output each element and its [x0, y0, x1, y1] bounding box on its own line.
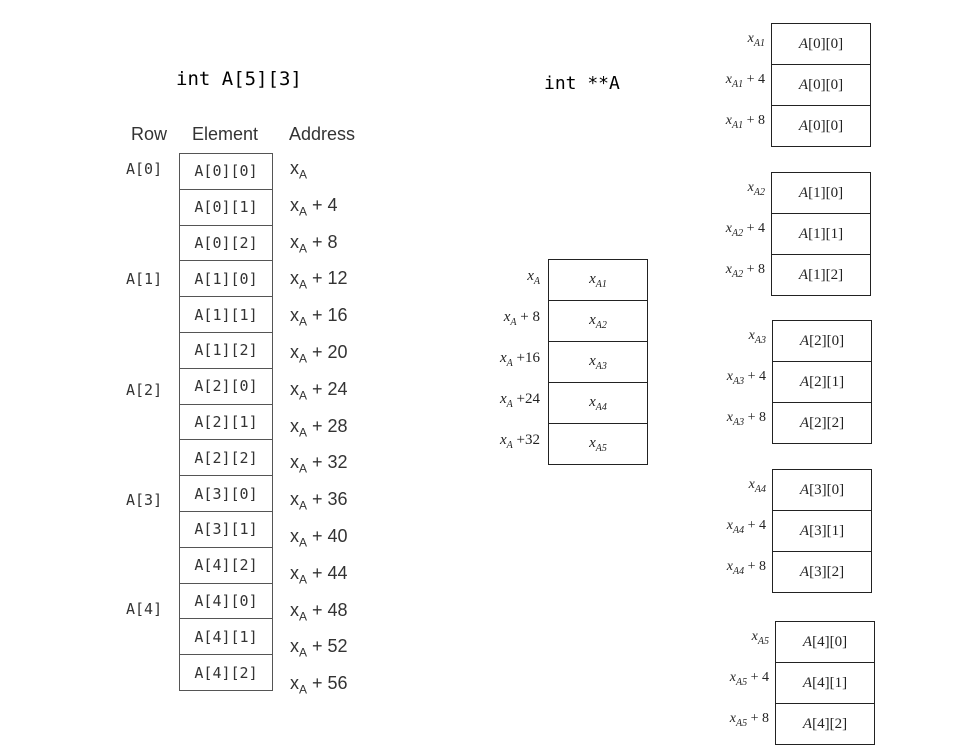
row-block-address-label: [709, 711, 769, 729]
address-base: x: [729, 711, 736, 726]
row-block-cell: [771, 64, 871, 105]
address-expression: [500, 391, 540, 410]
element-header: Element: [192, 124, 259, 144]
address-subscript: A: [533, 276, 540, 287]
element-cell: A[4][2]: [179, 547, 273, 583]
address-subscript: A: [506, 440, 513, 451]
address-base: x: [725, 262, 732, 277]
row-block-address-label: [706, 410, 766, 428]
address-base: x: [290, 415, 299, 436]
address-label: [290, 305, 348, 329]
address-subscript: A: [299, 461, 308, 476]
cell-array-name: A: [799, 481, 810, 498]
address-expression: [290, 268, 348, 292]
row-block-cell: [775, 621, 875, 662]
address-header: Address: [289, 124, 356, 144]
row-block-address-label: [709, 670, 769, 688]
row-block-cell: [771, 105, 871, 147]
address-subscript: A4: [732, 524, 745, 536]
address-expression: [290, 673, 348, 697]
address-expression: [726, 410, 766, 428]
address-base: x: [503, 309, 511, 325]
cell-index: [1][0]: [808, 184, 844, 201]
element-cell: A[2][0]: [179, 368, 273, 404]
address-subscript: A: [299, 645, 308, 660]
pointer-cell: [548, 259, 648, 300]
row-block: [775, 621, 875, 745]
address-base: x: [500, 391, 507, 407]
address-offset: + 8: [516, 309, 540, 325]
address-subscript: A2: [731, 227, 744, 239]
element-cell: A[0][1]: [179, 189, 273, 225]
address-label: [290, 489, 348, 513]
address-base: x: [726, 369, 733, 384]
address-base: x: [290, 305, 299, 326]
address-expression: [729, 670, 769, 688]
row-block-address-label: [706, 369, 766, 387]
row-block-cell: [775, 662, 875, 703]
address-base: x: [290, 342, 299, 362]
cell-index: [1][1]: [808, 225, 844, 242]
address-subscript: A1: [753, 37, 765, 49]
address-subscript: A5: [735, 717, 748, 729]
address-subscript: A: [299, 314, 308, 329]
cell-index: [0][0]: [808, 76, 844, 93]
address-subscript: A1: [731, 78, 744, 90]
row-block: [771, 172, 871, 296]
address-subscript: A1: [731, 119, 744, 131]
address-expression: [290, 452, 348, 476]
cell-index: [4][2]: [812, 715, 848, 732]
address-offset: + 48: [307, 599, 348, 620]
row-header: Row: [131, 124, 168, 144]
address-subscript: A4: [732, 565, 745, 577]
address-offset: + 16: [307, 305, 348, 326]
address-subscript: A4: [595, 401, 607, 413]
address-expression: [589, 312, 607, 331]
address-subscript: A: [299, 351, 308, 366]
address-expression: [725, 262, 765, 280]
pointer-table: [548, 259, 648, 465]
address-label: [290, 673, 348, 697]
cell-index: [2][2]: [809, 414, 845, 431]
row-label: A[2]: [126, 380, 163, 399]
cell-array-name: A: [798, 76, 809, 93]
row-block-address-label: [706, 328, 766, 346]
address-label: [290, 379, 348, 403]
address-base: x: [290, 378, 299, 399]
address-base: x: [726, 410, 733, 425]
cell-index: [1][2]: [808, 266, 844, 283]
address-offset: +32: [512, 432, 540, 448]
address-base: x: [290, 268, 299, 289]
row-block-cell: [772, 361, 872, 402]
cell-array-name: A: [798, 117, 809, 134]
address-subscript: A: [299, 609, 308, 624]
address-offset: + 8: [743, 262, 765, 277]
address-offset: + 20: [307, 342, 348, 362]
address-base: x: [290, 562, 299, 583]
row-block-cell: [771, 23, 871, 64]
address-offset: + 8: [744, 559, 766, 574]
address-expression: [290, 305, 348, 329]
cell-array-name: A: [799, 414, 810, 431]
address-expression: [748, 328, 766, 346]
cell-array-name: A: [802, 633, 813, 650]
row-block-cell: [772, 510, 872, 551]
element-cell: A[4][0]: [179, 583, 273, 619]
cell-index: [3][1]: [809, 522, 845, 539]
cell-array-name: A: [799, 563, 810, 580]
address-subscript: A3: [754, 334, 766, 346]
left-element-table: [179, 153, 273, 691]
row-label: A[1]: [126, 270, 163, 289]
cell-array-name: A: [802, 674, 813, 691]
address-expression: [726, 559, 766, 577]
element-cell: A[1][0]: [179, 260, 273, 296]
row-block-cell: [775, 703, 875, 745]
address-offset: + 28: [307, 415, 348, 436]
element-cell: A[2][1]: [179, 404, 273, 440]
pointer-address-label: [450, 350, 540, 369]
address-offset: + 36: [307, 489, 348, 510]
address-offset: + 52: [307, 636, 348, 657]
row-block-cell: [772, 469, 872, 510]
address-subscript: A4: [754, 483, 766, 495]
row-label: A[0]: [126, 160, 163, 178]
cell-array-name: A: [798, 35, 809, 52]
address-base: x: [290, 673, 299, 694]
address-base: x: [290, 526, 299, 546]
address-expression: [290, 526, 348, 550]
cell-array-name: A: [799, 522, 810, 539]
element-cell: A[1][2]: [179, 332, 273, 368]
address-base: x: [589, 352, 596, 369]
address-subscript: A: [299, 535, 308, 550]
address-subscript: A: [510, 317, 517, 328]
cell-index: [0][0]: [808, 35, 844, 52]
address-subscript: A: [299, 572, 308, 587]
address-base: x: [747, 180, 754, 195]
cell-array-name: A: [798, 225, 809, 242]
address-subscript: A: [299, 241, 308, 256]
address-base: x: [726, 559, 733, 574]
address-offset: + 8: [744, 410, 766, 425]
address-expression: [589, 435, 607, 454]
address-base: x: [589, 393, 596, 410]
cell-array-name: A: [798, 184, 809, 201]
address-base: x: [589, 434, 596, 451]
element-cell: A[1][1]: [179, 296, 273, 332]
address-base: x: [589, 311, 596, 328]
address-base: x: [729, 670, 736, 685]
address-subscript: A3: [595, 360, 607, 372]
address-subscript: A: [299, 682, 308, 697]
address-base: x: [290, 452, 299, 473]
address-expression: [589, 394, 607, 413]
address-expression: [290, 599, 348, 624]
address-label: [290, 636, 348, 660]
middle-title: int **A: [544, 73, 620, 94]
address-expression: [290, 342, 348, 366]
address-base: x: [290, 194, 299, 215]
address-offset: + 4: [744, 369, 766, 384]
row-label: A[4]: [126, 600, 163, 619]
address-offset: + 8: [743, 113, 765, 128]
address-expression: [747, 31, 765, 49]
address-expression: [503, 309, 540, 328]
address-offset: + 24: [307, 378, 348, 399]
row-block-cell: [771, 172, 871, 213]
address-label: [290, 416, 348, 440]
address-label: [290, 526, 348, 550]
address-subscript: A: [506, 399, 513, 410]
address-label: [290, 342, 348, 366]
address-base: x: [725, 221, 732, 236]
address-base: x: [751, 629, 758, 644]
address-base: x: [726, 518, 733, 533]
address-subscript: A: [299, 277, 308, 292]
row-block-cell: [772, 320, 872, 361]
address-offset: + 4: [744, 518, 766, 533]
address-offset: + 4: [743, 72, 765, 87]
element-cell: A[4][2]: [179, 654, 273, 691]
address-expression: [290, 636, 348, 660]
row-block-address-label: [709, 629, 769, 647]
address-expression: [726, 369, 766, 387]
address-expression: [290, 194, 338, 219]
cell-index: [3][0]: [809, 481, 845, 498]
address-expression: [290, 562, 348, 587]
row-block-address-label: [706, 477, 766, 495]
element-cell: A[4][1]: [179, 618, 273, 654]
address-offset: + 8: [747, 711, 769, 726]
address-base: x: [748, 328, 755, 343]
address-expression: [290, 158, 308, 182]
row-block-address-label: [705, 113, 765, 131]
address-subscript: A: [299, 388, 308, 403]
address-label: [290, 232, 338, 256]
address-offset: + 32: [307, 452, 348, 473]
address-expression: [290, 415, 348, 440]
address-subscript: A3: [732, 375, 745, 387]
cell-array-name: A: [798, 266, 809, 283]
address-subscript: A2: [753, 186, 765, 198]
address-base: x: [747, 31, 754, 46]
row-block: [772, 320, 872, 444]
cell-index: [4][1]: [812, 674, 848, 691]
address-label: [290, 600, 348, 624]
address-expression: [589, 353, 607, 372]
address-expression: [747, 180, 765, 198]
address-base: x: [290, 489, 299, 510]
address-subscript: A1: [595, 278, 607, 290]
address-label: [290, 563, 348, 587]
pointer-cell: [548, 300, 648, 341]
address-subscript: A5: [735, 676, 748, 688]
pointer-cell: [548, 423, 648, 465]
address-subscript: A5: [757, 635, 769, 647]
address-expression: [748, 477, 766, 495]
row-block-address-label: [705, 31, 765, 49]
address-offset: +24: [512, 391, 540, 407]
address-subscript: A5: [595, 442, 607, 454]
address-base: x: [500, 350, 507, 366]
pointer-address-label: [450, 309, 540, 328]
row-block-address-label: [705, 72, 765, 90]
address-base: x: [589, 270, 596, 287]
address-expression: [527, 268, 540, 287]
row-block-cell: [771, 254, 871, 296]
address-base: x: [290, 636, 299, 657]
address-subscript: A: [299, 498, 308, 513]
row-block-address-label: [706, 518, 766, 536]
row-block-address-label: [705, 180, 765, 198]
row-block-cell: [772, 551, 872, 593]
element-cell: A[3][0]: [179, 475, 273, 511]
address-offset: + 4: [747, 670, 769, 685]
address-expression: [751, 629, 769, 647]
address-base: x: [527, 268, 534, 284]
address-label: [290, 268, 348, 292]
row-block-cell: [772, 402, 872, 444]
address-base: x: [290, 231, 299, 252]
address-offset: + 56: [307, 673, 348, 694]
address-base: x: [290, 599, 299, 620]
address-expression: [725, 113, 765, 131]
row-block-cell: [771, 213, 871, 254]
cell-index: [4][0]: [812, 633, 848, 650]
address-expression: [290, 489, 348, 513]
address-label: [290, 452, 348, 476]
address-expression: [290, 231, 338, 256]
address-offset: + 4: [743, 221, 765, 236]
cell-index: [0][0]: [808, 117, 844, 134]
address-offset: + 8: [307, 231, 338, 252]
pointer-address-label: [450, 432, 540, 451]
row-block-address-label: [706, 559, 766, 577]
address-label: [290, 158, 307, 182]
address-subscript: A2: [731, 268, 744, 280]
address-subscript: A: [299, 167, 308, 182]
address-base: x: [290, 158, 299, 178]
address-base: x: [748, 477, 755, 492]
address-offset: + 4: [307, 194, 338, 215]
address-subscript: A2: [595, 319, 607, 331]
pointer-address-label: [450, 391, 540, 410]
address-offset: + 40: [307, 526, 348, 546]
row-block-address-label: [705, 262, 765, 280]
cell-array-name: A: [799, 332, 810, 349]
address-subscript: A: [506, 358, 513, 369]
left-title: int A[5][3]: [176, 68, 302, 90]
address-expression: [500, 350, 540, 369]
address-expression: [290, 378, 348, 403]
address-subscript: A: [299, 204, 308, 219]
row-block: [771, 23, 871, 147]
address-base: x: [725, 113, 732, 128]
cell-index: [2][1]: [809, 373, 845, 390]
address-offset: +16: [512, 350, 540, 366]
row-block-address-label: [705, 221, 765, 239]
element-cell: A[0][0]: [179, 153, 273, 189]
pointer-cell: [548, 382, 648, 423]
row-block: [772, 469, 872, 593]
address-expression: [500, 432, 540, 451]
address-base: x: [725, 72, 732, 87]
row-label: A[3]: [126, 490, 163, 509]
cell-index: [3][2]: [809, 563, 845, 580]
address-offset: + 12: [307, 268, 348, 289]
address-subscript: A: [299, 425, 308, 440]
pointer-cell: [548, 341, 648, 382]
address-expression: [589, 271, 607, 290]
cell-index: [2][0]: [809, 332, 845, 349]
address-expression: [729, 711, 769, 729]
address-subscript: A3: [732, 416, 745, 428]
cell-array-name: A: [802, 715, 813, 732]
element-cell: A[0][2]: [179, 225, 273, 261]
address-base: x: [500, 432, 507, 448]
element-cell: A[2][2]: [179, 439, 273, 475]
address-expression: [725, 72, 765, 90]
address-label: [290, 195, 338, 219]
address-expression: [725, 221, 765, 239]
address-expression: [726, 518, 766, 536]
element-cell: A[3][1]: [179, 511, 273, 547]
address-offset: + 44: [307, 562, 348, 583]
cell-array-name: A: [799, 373, 810, 390]
pointer-address-label: [450, 268, 540, 287]
